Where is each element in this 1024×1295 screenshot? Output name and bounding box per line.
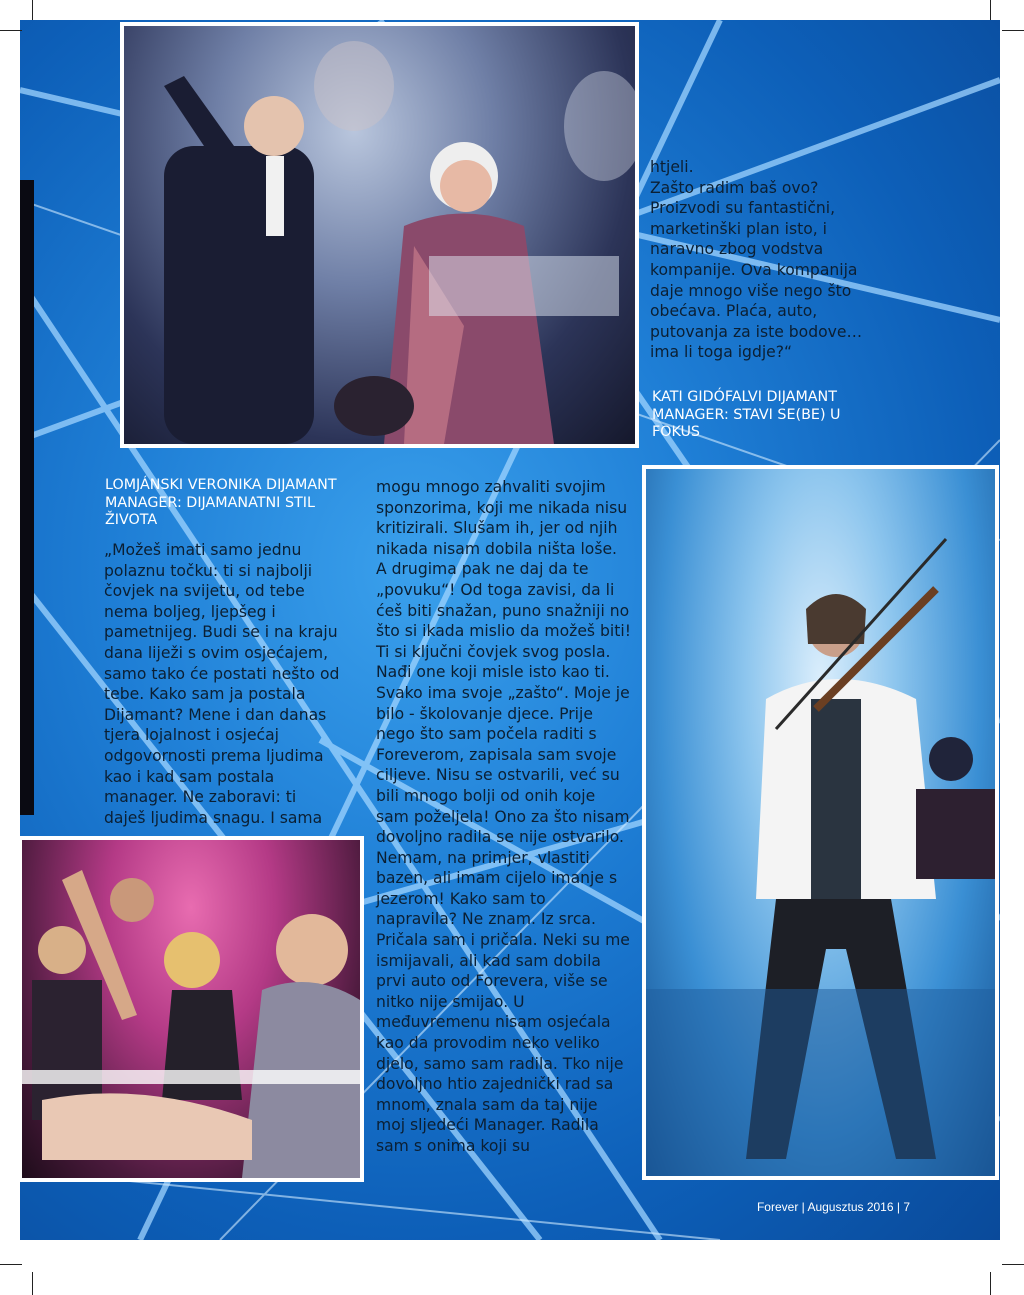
veronika-column-2 [376,477,631,1157]
crop-mark-bottom-right-h [1002,1264,1024,1265]
left-edge-dark-strip [20,180,34,815]
stage-couple-photo [120,22,639,448]
crop-mark-top-right-h [1002,30,1024,31]
footer-divider: | [801,1200,808,1214]
kati-section-heading [652,389,892,442]
kati-heading-text: KATI GIDÓFALVI DIJAMANT MANAGER: STAVI SE(BE) U FOKUS [652,389,841,440]
crop-mark-top-left-v [32,0,33,20]
veronika-col1-paragraph: „Možeš imati samo jednu polaznu točku: ti si najbolji čovjek na svijetu, od tebe nema boljeg, ljepšeg i pametnijeg. Budi se i na kraju dana liježi s ovim osjećajem, samo tako će postati nešto od tebe. Kako sam ja postala Dijamant? Mene i dan danas tjera lojalnost i osjećaj odgovornosti prema ljudima kao i kad sam postala manager. Ne zaboravi: ti daješ ljudima snagu. I sama [104,541,340,827]
footer-page-number: 7 [903,1200,910,1214]
veronika-heading-text: LOMJÁNSKI VERONIKA DIJAMANT MANAGER: DIJAMANATNI STIL ŽIVOTA [105,477,337,528]
crop-mark-top-right-v [990,0,991,20]
footer-publication: Forever [756,1200,799,1214]
footer-divider-2: | [896,1200,904,1214]
veronika-section-heading [105,477,345,530]
veronika-column-1 [104,540,342,828]
veronika-col2-paragraph: mogu mnogo zahvaliti svojim sponzorima, koji me nikada nisu kritizirali. Slušam ih, jer od njih nikada nisam dobila ništa loše. A drugima pak ne daj da te „povuku“! Od toga zavisi, da li ćeš biti snažan, puno snažniji no što si ikada mislio da možeš biti! Ti si ključni čovjek svog posla. Nađi one koji misle isto kao ti. Svako ima svoje „zašto“. Moje je bilo - školovanje djece. Prije nego što sam počela raditi s Foreverom, zapisala sam svoje ciljeve. Nisu se ostvarili, već su bili mnogo bolji od onih koje sam poželjela! Ono za što nisam dovoljno radila se nije ostvarilo. Nemam, na primjer, vlastiti bazen, ali imam cijelo imanje s jezerom! Kako sam to napravila? Ne znam. Iz srca. Pričala sam i pričala. Neki su me ismijavali, ali kad sam dobila prvi auto od Forevera, više se nitko nije smijao. U međuvremenu nisam osjećala kao da provodim neko veliko djelo, samo sam radila. Tko nije dovoljno htio zajednički rad sa mnom, znala sam da taj nije moj sljedeći Manager. Radila sam s onima koji su [376,478,631,1155]
quote-tail-text [650,157,885,363]
quote-tail-paragraph: htjeli. Zašto radim baš ovo? Proizvodi su fantastični, marketinški plan isto, i naravno zbog vodstva kompanije. Ova kompanija daje mnogo više nego što obećava. Plaća, auto, putovanja za iste bodove… ima li toga igdje?“ [650,158,863,362]
page-footer [757,1200,910,1214]
crop-mark-top-left-h [0,30,22,31]
crop-mark-bottom-left-h [0,1264,22,1265]
crop-mark-bottom-right-v [990,1272,991,1295]
crop-mark-bottom-left-v [32,1272,33,1295]
violinist-photo [642,465,999,1180]
footer-issue: Augusztus 2016 [807,1200,894,1214]
audience-photo [18,836,364,1182]
